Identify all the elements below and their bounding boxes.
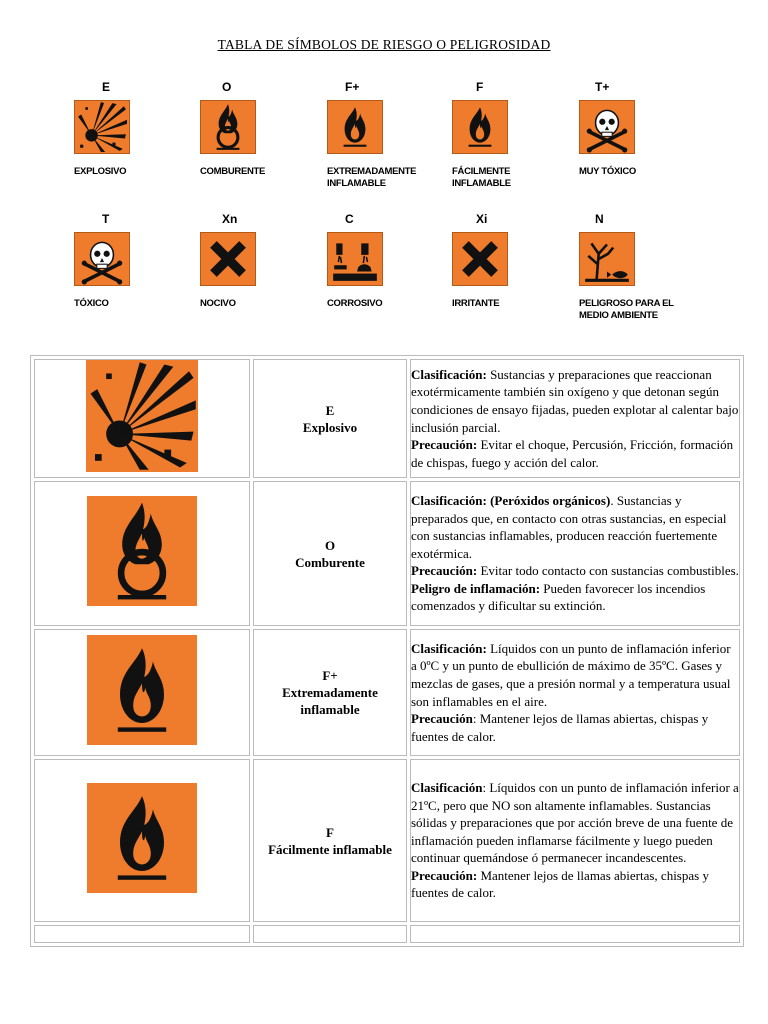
pictogram-cell bbox=[34, 759, 250, 922]
symbol-label: EXPLOSIVO bbox=[74, 166, 127, 177]
hazard-text: Pueden favorecer los incendios comenzados y dificultar su extinción. bbox=[411, 580, 706, 614]
symbol-label: FÁCILMENTE INFLAMABLE bbox=[452, 166, 511, 189]
empty-cell bbox=[410, 925, 740, 943]
x-cross-icon bbox=[200, 232, 256, 286]
symbol-code: T+ bbox=[595, 80, 610, 94]
classification-text: Líquidos con un punto de inflamación inferior a 0ºC y un punto de ebullición de máximo de 35ºC. Gases y mezclas de gases, que a presión normal y a temperatura usual son inflamables en el aire. bbox=[411, 640, 731, 709]
table-row bbox=[34, 759, 740, 922]
flame-over-circle-icon bbox=[87, 496, 197, 606]
classification-label: Clasificación: bbox=[411, 366, 487, 382]
symbol-code: F bbox=[326, 824, 334, 840]
empty-cell bbox=[34, 925, 250, 943]
hazard-label: Peligro de inflamación: bbox=[411, 580, 541, 596]
symbol-name-cell bbox=[253, 759, 407, 922]
flame-icon bbox=[452, 100, 508, 154]
symbol-name-cell bbox=[253, 481, 407, 626]
page-title: TABLA DE SÍMBOLOS DE RIESGO O PELIGROSIDAD bbox=[217, 37, 551, 52]
classification-text: . Sustancias y preparados que, en contacto con otras sustancias, en especial con sustancias inflamables, producen reacción fuertemente exotérmica. bbox=[411, 492, 727, 561]
table-row bbox=[34, 359, 740, 478]
flame-icon bbox=[327, 100, 383, 154]
table-row bbox=[34, 629, 740, 756]
explosion-icon bbox=[86, 360, 198, 472]
classification-label: Clasificación: (Peróxidos orgánicos) bbox=[411, 492, 611, 508]
symbol-code: T bbox=[102, 212, 110, 226]
symbol-name: Explosivo bbox=[302, 419, 358, 435]
pictogram-cell bbox=[34, 481, 250, 626]
precaution-text: Evitar el choque, Percusión, Fricción, formación de chispas, fuego y acción del calor. bbox=[411, 437, 734, 470]
symbol-code: F bbox=[476, 80, 484, 94]
symbol-label: TÓXICO bbox=[74, 298, 109, 309]
description-cell bbox=[410, 359, 740, 478]
flame-over-circle-icon bbox=[200, 100, 256, 154]
symbol-code: O bbox=[324, 537, 336, 553]
description-cell bbox=[410, 629, 740, 756]
x-cross-icon bbox=[452, 232, 508, 286]
empty-cell bbox=[253, 925, 407, 943]
precaution-label: Precaución: bbox=[411, 437, 478, 453]
explosion-icon bbox=[74, 100, 130, 154]
symbol-code: Xi bbox=[476, 212, 488, 226]
symbol-code: Xn bbox=[222, 212, 238, 226]
symbol-label: EXTREMADAMENTE INFLAMABLE bbox=[327, 166, 417, 189]
symbol-name-cell bbox=[253, 359, 407, 478]
pictogram-cell bbox=[34, 629, 250, 756]
skull-crossbones-icon bbox=[579, 100, 635, 154]
hazard-table bbox=[30, 355, 744, 947]
symbol-code: F+ bbox=[322, 668, 338, 683]
precaution-label: Precaución bbox=[411, 711, 473, 727]
pictogram-cell bbox=[34, 359, 250, 478]
symbol-name: Comburente bbox=[295, 554, 365, 570]
precaution-text: Evitar todo contacto con sustancias combustibles. bbox=[477, 563, 739, 579]
symbol-code: O bbox=[222, 80, 232, 94]
symbol-code: E bbox=[102, 80, 111, 94]
symbol-label: COMBURENTE bbox=[200, 166, 266, 177]
symbol-label: IRRITANTE bbox=[452, 298, 500, 309]
precaution-text: Mantener lejos de llamas abiertas, chispas y fuentes de calor. bbox=[411, 867, 709, 901]
flame-icon bbox=[87, 635, 197, 745]
precaution-text: : Mantener lejos de llamas abiertas, chispas y fuentes de calor. bbox=[411, 711, 709, 744]
symbol-label: NOCIVO bbox=[200, 298, 236, 309]
symbol-label: PELIGROSO PARA EL MEDIO AMBIENTE bbox=[579, 298, 674, 321]
skull-crossbones-icon bbox=[74, 232, 130, 286]
classification-label: Clasificación: bbox=[411, 640, 487, 656]
table-row bbox=[34, 481, 740, 626]
classification-text: : Líquidos con un punto de inflamación inferior a 21ºC, pero que NO son altamente inflamables. Sustancias sólidas y preparaciones que por acción breve de una fuente de inflamación pueden inflamarse fácilmente y luego pueden continuar quemándose ó permanecer incandescentes. bbox=[411, 779, 739, 866]
symbol-name-cell bbox=[253, 629, 407, 756]
precaution-label: Precaución: bbox=[411, 563, 478, 579]
dead-tree-fish-icon bbox=[579, 232, 635, 286]
classification-label: Clasificación bbox=[411, 779, 483, 795]
symbol-code: F+ bbox=[345, 80, 360, 94]
description-cell bbox=[410, 481, 740, 626]
corrosion-icon bbox=[327, 232, 383, 286]
description-cell bbox=[410, 759, 740, 922]
table-row-empty bbox=[34, 925, 740, 943]
symbol-code: N bbox=[595, 212, 604, 226]
symbol-code: C bbox=[345, 212, 354, 226]
symbol-label: CORROSIVO bbox=[327, 298, 383, 309]
classification-text: Sustancias y preparaciones que reaccionan exotérmicamente también sin oxígeno y que detonan según condiciones de ensayo fijadas, pueden explotar al calentar bajo inclusión parcial. bbox=[411, 366, 739, 435]
flame-icon bbox=[87, 783, 197, 893]
symbol-name: Fácilmente inflamable bbox=[268, 841, 392, 857]
symbol-label: MUY TÓXICO bbox=[579, 166, 636, 177]
symbol-name: Extremadamente inflamable bbox=[282, 685, 378, 717]
symbol-code: E bbox=[325, 402, 335, 418]
precaution-label: Precaución: bbox=[411, 867, 478, 883]
